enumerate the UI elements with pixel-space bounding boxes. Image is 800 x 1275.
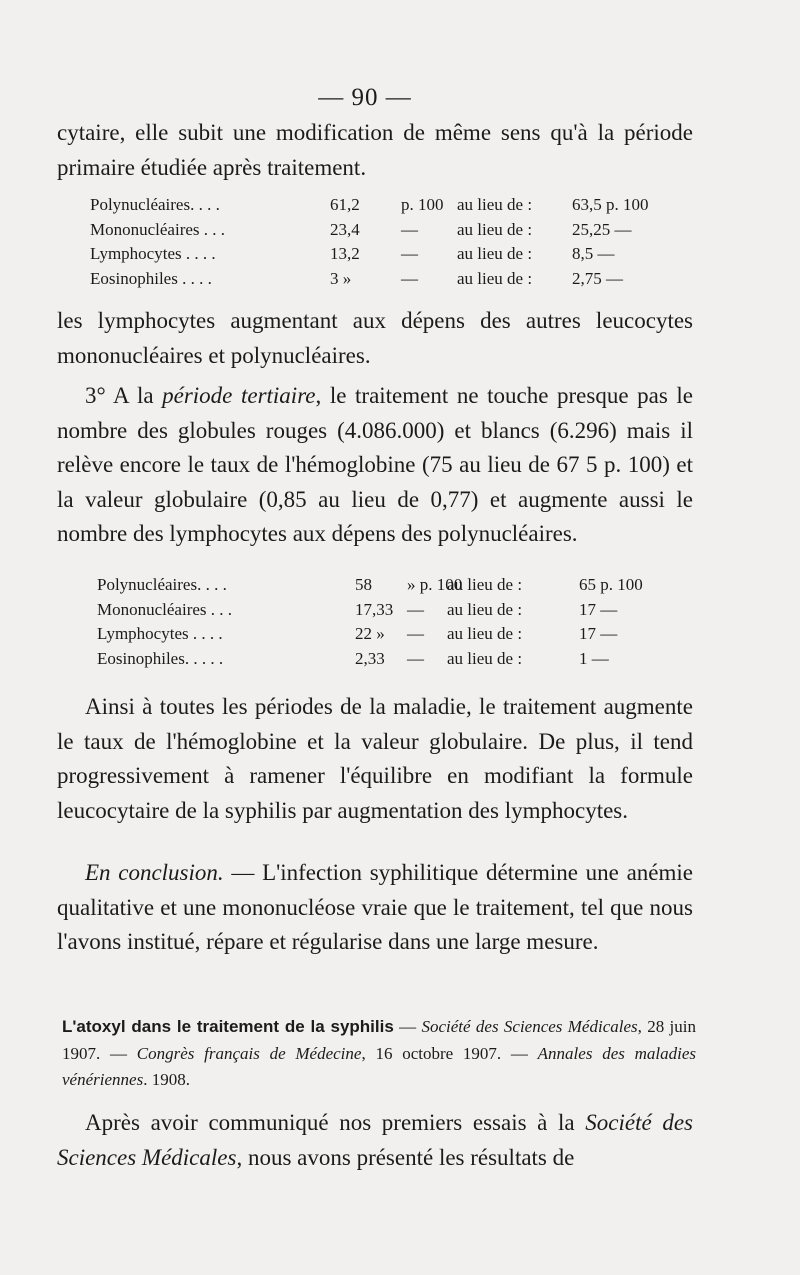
cell-value: 2,33 — [355, 648, 385, 668]
paragraph-6 — [57, 1106, 693, 1175]
page-number: — 90 — — [318, 84, 412, 111]
table-row — [97, 573, 657, 598]
cell-prev: 65 p. 100 — [579, 575, 643, 594]
cell-sep: — — [401, 219, 418, 239]
cell-sep: — — [407, 599, 424, 619]
cell-sep: — — [401, 268, 418, 288]
para6-lead: Après avoir communiqué nos premiers essais à la — [85, 1110, 586, 1135]
paragraph-tertiary-period — [57, 379, 693, 552]
table-row — [90, 218, 650, 243]
notice-ref-2: Congrès français de Médecine — [136, 1043, 362, 1063]
cell-label: Mononucléaires . . . — [90, 219, 226, 239]
para3-lead: 3° A la — [85, 383, 163, 408]
table-row — [97, 647, 657, 672]
cell-sep: — — [407, 624, 424, 643]
cell-prev: 17 — — [579, 624, 618, 643]
paragraph-2: les lymphocytes augmentant aux dépens des autres leucocytes mononucléaires et polynucléaires. — [57, 308, 693, 368]
para6-emphasis: Société des Sciences Médicales — [57, 1110, 693, 1170]
para3-text: , le traitement ne touche presque pas le nombre des globules rouges (4.086.000) et blancs (6.296) mais il relève encore le taux de l'hémoglobine (75 au lieu de 67 5 p. 100) et la valeur globulaire (0,85 au lieu de 0,77) et augmente aussi le nombre des lymphocytes aux dépens des polynucléaires. — [57, 383, 693, 546]
cell-value: 13,2 — [330, 244, 360, 263]
cell-sep: — — [401, 244, 418, 263]
cell-phrase: au lieu de : — [447, 599, 523, 619]
para6-text: , nous avons présenté les résultats de — [236, 1144, 575, 1170]
cell-prev: 2,75 — — [572, 268, 623, 288]
cell-prev: 17 — — [579, 599, 618, 619]
paragraph-4: Ainsi à toutes les périodes de la maladie, le traitement augmente le taux de l'hémoglobine et la valeur globulaire. De plus, il tend progressivement à ramener l'équilibre en modifiant la formule leucocytaire de la syphilis par augmentation des lymphocytes. — [57, 694, 693, 823]
conclusion-text: — L'infection syphilitique détermine une anémie qualitative et une mononucléose vraie que le traitement, tel que nous l'avons institué, répare et régularise dans une large mesure. — [57, 860, 693, 954]
cell-sep: p. 100 — [401, 195, 444, 214]
cell-phrase: au lieu de : — [457, 244, 533, 263]
cell-label: Mononucléaires . . . — [97, 599, 233, 619]
cell-prev: 25,25 — — [572, 219, 632, 239]
cell-label: Polynucléaires. . . . — [97, 575, 227, 594]
cell-prev: 63,5 p. 100 — [572, 195, 649, 214]
cell-label: Lymphocytes . . . . — [97, 624, 223, 643]
cell-label: Polynucléaires. . . . — [90, 195, 220, 214]
notice-title: L'atoxyl dans le traitement de la syphilis — [62, 1017, 394, 1036]
cell-phrase: au lieu de : — [447, 575, 523, 594]
cell-phrase: au lieu de : — [447, 624, 523, 643]
cell-sep: » p. 100 — [407, 575, 463, 594]
para3-emphasis: période tertiaire — [162, 383, 316, 408]
notice-ref-1: Société des Sciences Médicales — [421, 1017, 638, 1036]
cell-value: 17,33 — [355, 599, 394, 619]
blood-formula-table-2 — [97, 573, 657, 671]
cell-value: 22 » — [355, 624, 385, 643]
notice-date-1: , 28 juin 1907. — — [62, 1017, 696, 1063]
cell-phrase: au lieu de : — [447, 648, 523, 668]
paragraph-conclusion — [57, 856, 693, 960]
cell-value: 3 » — [330, 268, 352, 288]
cell-phrase: au lieu de : — [457, 268, 533, 288]
cell-sep: — — [407, 648, 424, 668]
cell-phrase: au lieu de : — [457, 219, 533, 239]
cell-value: 61,2 — [330, 195, 360, 214]
cell-value: 23,4 — [330, 219, 360, 239]
bibliographic-notice — [62, 1014, 696, 1094]
table-row — [90, 242, 650, 267]
table-row — [97, 622, 657, 647]
cell-label: Eosinophiles. . . . . — [97, 648, 224, 668]
notice-date-3: . 1908. — [143, 1070, 190, 1089]
table-row — [90, 193, 650, 218]
notice-date-2: , 16 octobre 1907. — — [361, 1043, 538, 1063]
table-row — [97, 598, 657, 623]
notice-ref-3: Annales des maladies vénériennes — [62, 1043, 696, 1089]
table-row — [90, 267, 650, 292]
paragraph-1: cytaire, elle subit une modification de même sens qu'à la période primaire étudiée après traitement. — [57, 120, 693, 180]
notice-dash: — — [393, 1017, 422, 1036]
cell-phrase: au lieu de : — [457, 195, 533, 214]
cell-value: 58 — [355, 575, 372, 594]
blood-formula-table-1 — [90, 193, 650, 291]
cell-prev: 1 — — [579, 648, 609, 668]
cell-label: Eosinophiles . . . . — [90, 268, 212, 288]
conclusion-heading: En conclusion. — [85, 860, 224, 885]
cell-prev: 8,5 — — [572, 244, 615, 263]
cell-label: Lymphocytes . . . . — [90, 244, 216, 263]
